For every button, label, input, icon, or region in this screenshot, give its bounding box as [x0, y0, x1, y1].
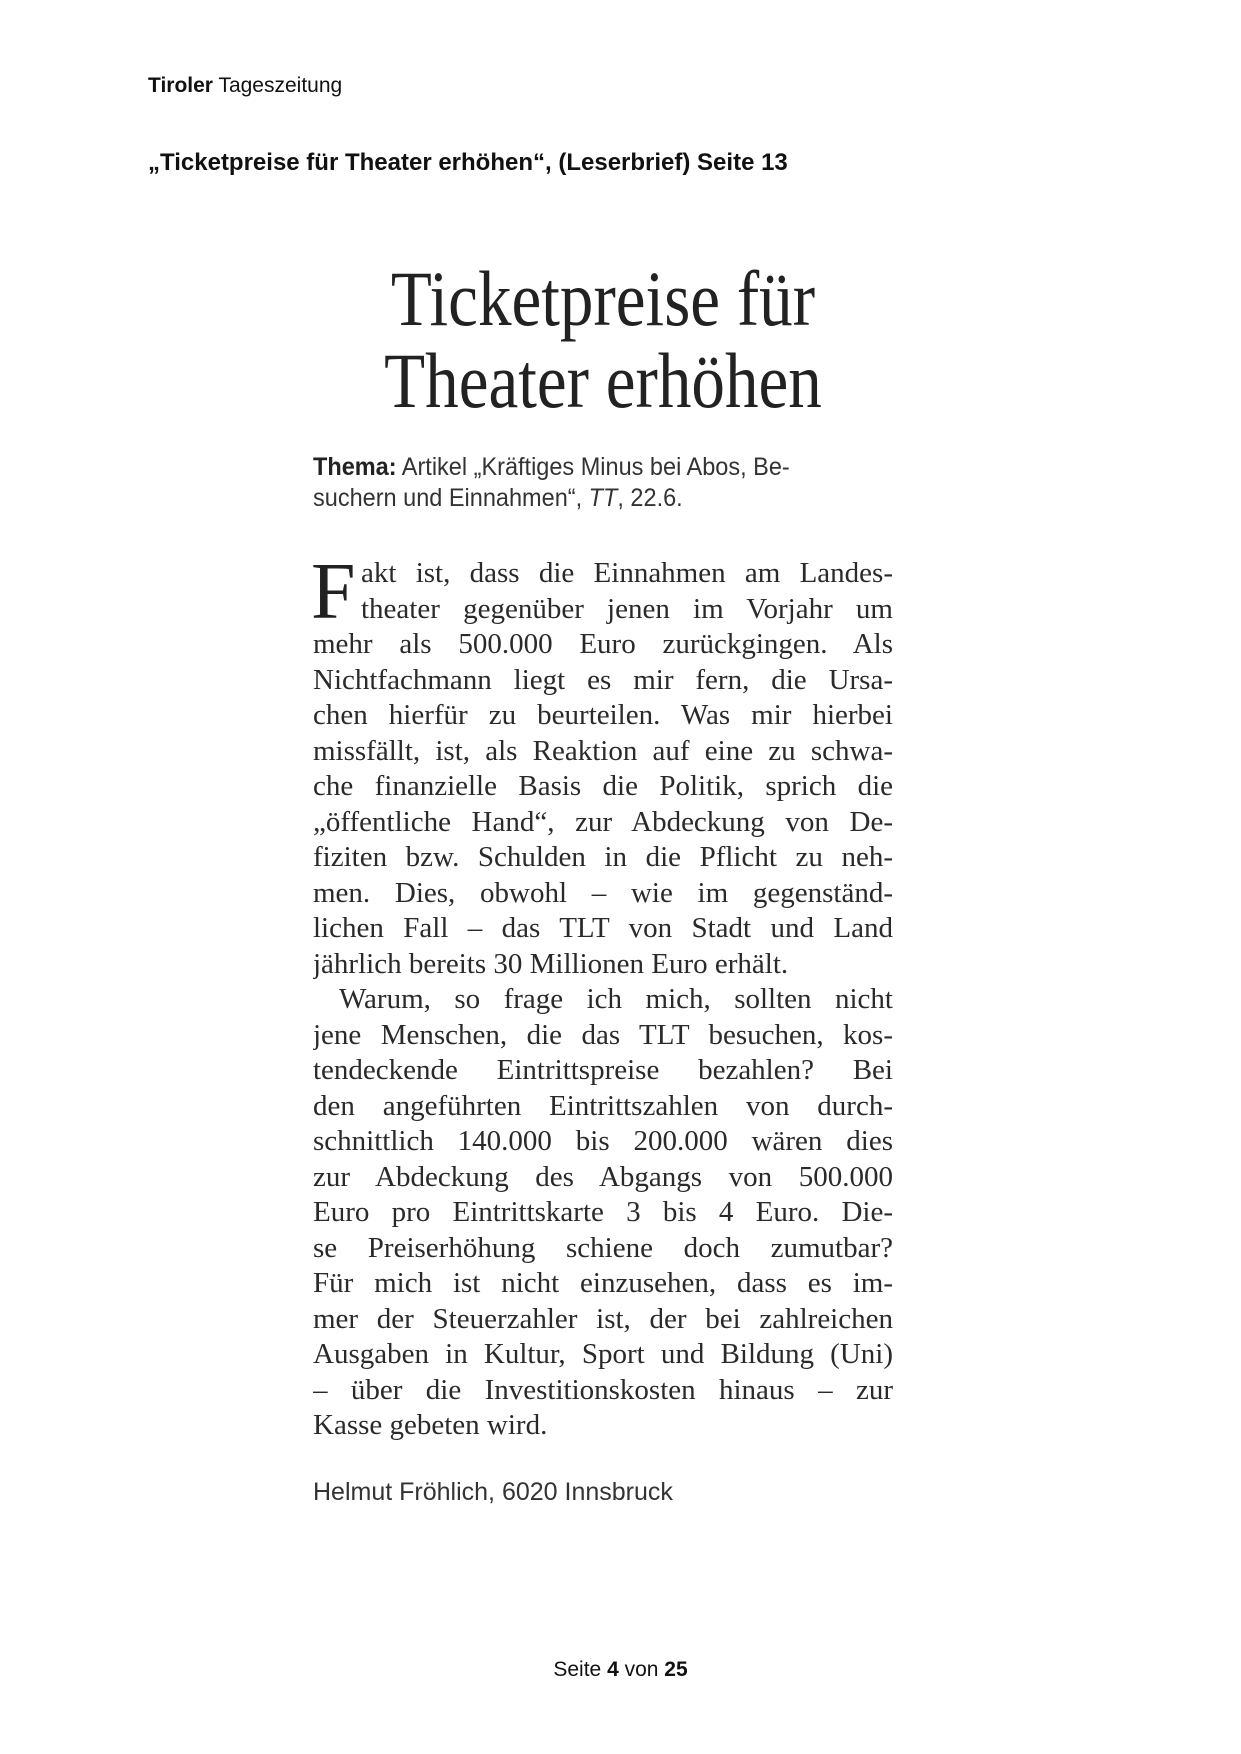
body-line: „öffentliche Hand“, zur Abdeckung von De-	[313, 805, 893, 838]
page-footer	[0, 1658, 1241, 1682]
topic-date: , 22.6.	[617, 484, 683, 512]
page-total: 25	[664, 1658, 688, 1681]
body-line: men. Dies, obwohl – wie im gegenständ-	[313, 876, 893, 909]
body-line: – über die Investitionskosten hinaus – zur	[313, 1373, 893, 1406]
article-body	[311, 548, 893, 1444]
body-line: Ausgaben in Kultur, Sport und Bildung (Uni)	[313, 1338, 893, 1370]
body-line: tendeckende Eintrittspreise bezahlen? Bei	[313, 1054, 893, 1086]
body-line: missfällt, ist, als Reaktion auf eine zu schwa-	[313, 734, 893, 767]
body-line: Warum, so frage ich mich, sollten nicht	[339, 983, 893, 1015]
body-line: mehr als 500.000 Euro zurückgingen. Als	[313, 628, 893, 660]
title-line: Ticketpreise für	[390, 255, 816, 342]
topic-source: TT	[588, 484, 618, 512]
body-line: theater gegenüber jenen im Vorjahr um	[361, 592, 893, 625]
signature: Helmut Fröhlich, 6020 Innsbruck	[313, 1478, 673, 1506]
source-publication	[148, 74, 342, 98]
page-number: 4	[607, 1658, 619, 1681]
body-line: akt ist, dass die Einnahmen am Landes-	[361, 557, 893, 589]
body-line: lichen Fall – das TLT von Stadt und Land	[313, 912, 893, 944]
body-line: den angeführten Eintrittszahlen von durch-	[313, 1089, 893, 1122]
body-line: Kasse gebeten wird.	[313, 1409, 548, 1441]
body-line: mer der Steuerzahler ist, der bei zahlreichen	[313, 1302, 893, 1335]
document-heading: „Ticketpreise für Theater erhöhen“, (Leserbrief) Seite 13	[148, 149, 788, 176]
topic-text: suchern und Einnahmen“,	[313, 484, 589, 512]
body-line: Euro pro Eintrittskarte 3 bis 4 Euro. Die-	[313, 1196, 893, 1228]
body-line: fiziten bzw. Schulden in die Pflicht zu neh-	[313, 841, 893, 873]
body-line: zur Abdeckung des Abgangs von 500.000	[313, 1160, 893, 1193]
drop-cap: F	[311, 548, 356, 636]
body-line: schnittlich 140.000 bis 200.000 wären dies	[313, 1125, 893, 1157]
source-regular: Tageszeitung	[218, 74, 343, 97]
body-line: Nichtfachmann liegt es mir fern, die Ursa-	[313, 663, 893, 696]
body-line: jährlich bereits 30 Millionen Euro erhält.	[313, 947, 789, 980]
footer-middle: von	[618, 1658, 665, 1681]
article-title	[313, 255, 893, 424]
footer-prefix: Seite	[553, 1658, 608, 1681]
body-line: che finanzielle Basis die Politik, sprich die	[313, 770, 893, 802]
source-bold: Tiroler	[148, 74, 213, 97]
title-line: Theater erhöhen	[384, 337, 822, 424]
body-line: Für mich ist nicht einzusehen, dass es im-	[313, 1267, 893, 1299]
body-line: se Preiserhöhung schiene doch zumutbar?	[313, 1231, 893, 1264]
body-line: jene Menschen, die das TLT besuchen, kos-	[313, 1018, 893, 1051]
topic-label: Thema:	[313, 453, 397, 481]
article-topic	[313, 452, 863, 514]
body-line: chen hierfür zu beurteilen. Was mir hierbei	[313, 699, 893, 731]
topic-text: Artikel „Kräftiges Minus bei Abos, Be-	[396, 453, 790, 481]
